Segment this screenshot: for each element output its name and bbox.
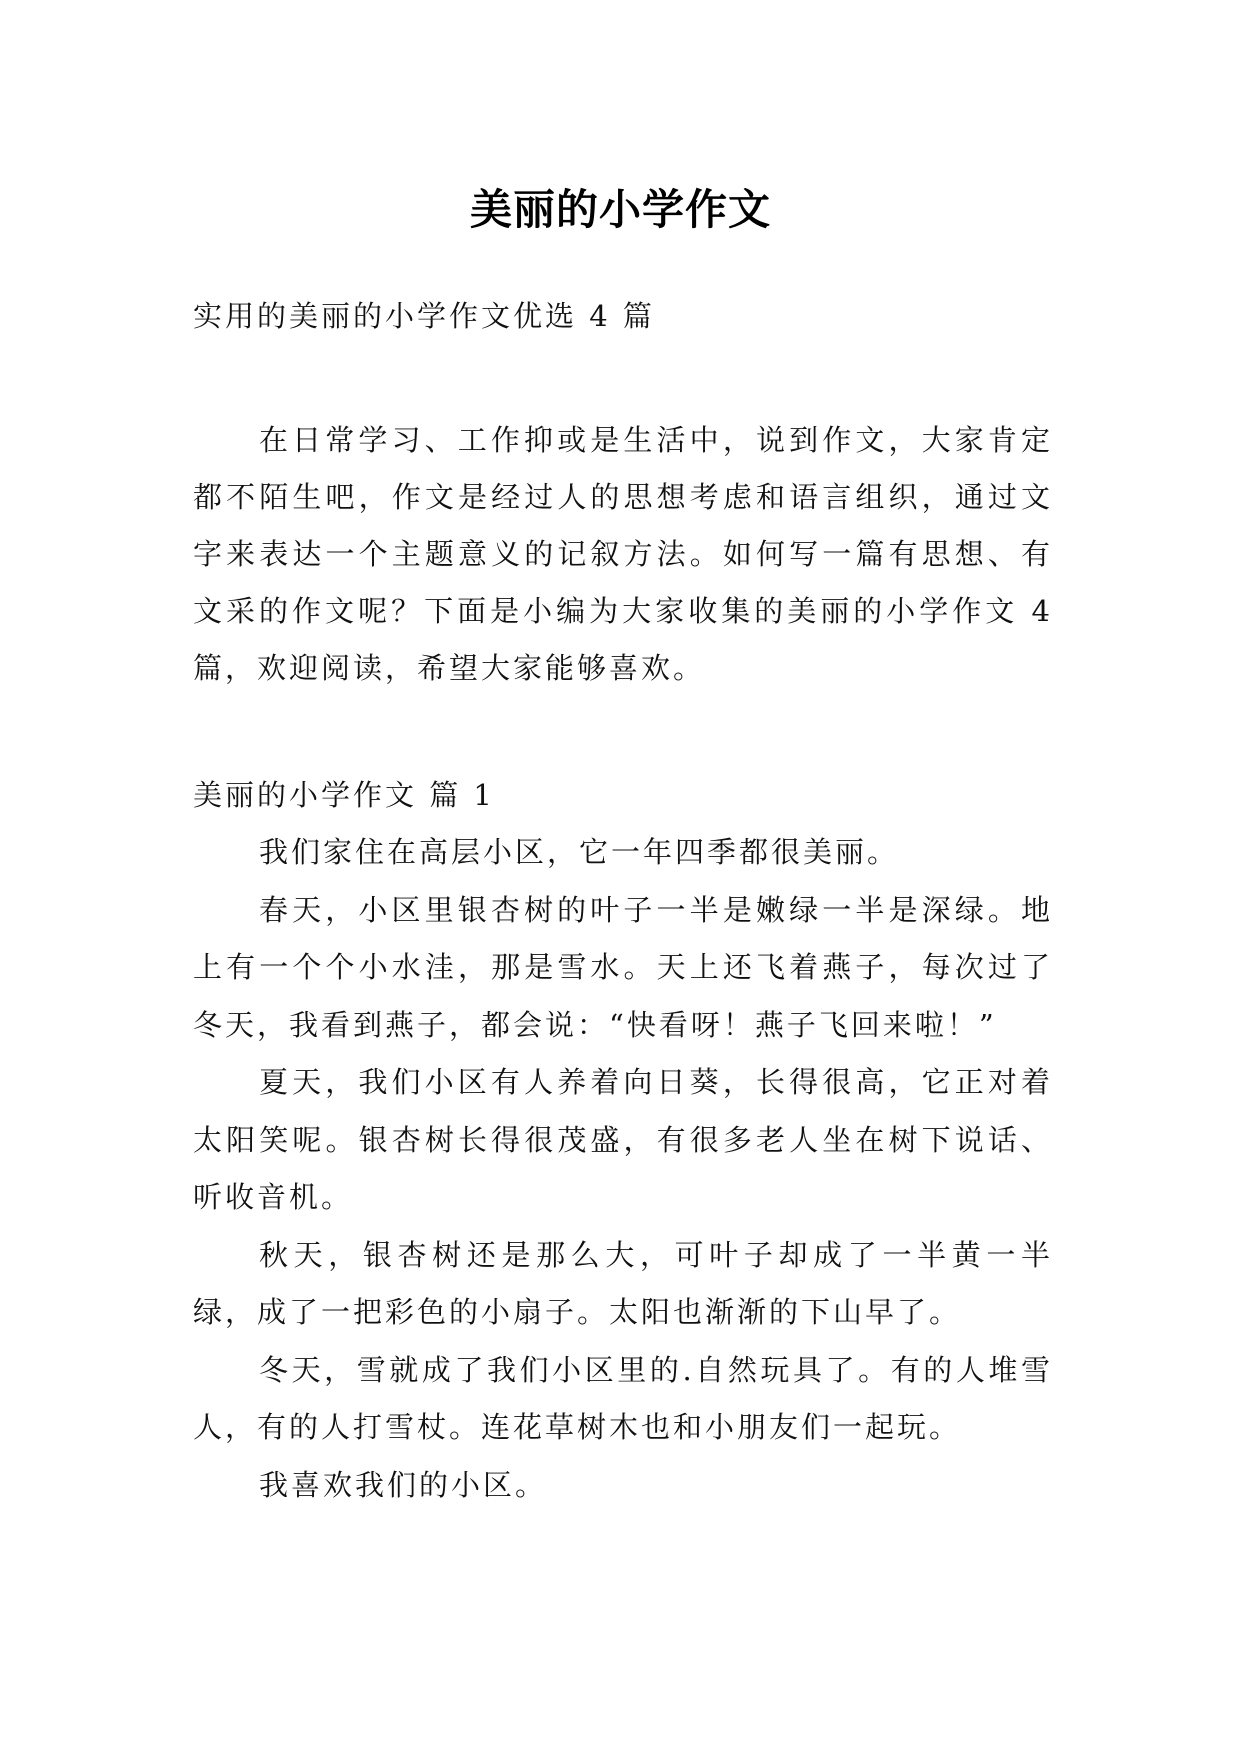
intro-paragraph: 在日常学习、工作抑或是生活中，说到作文，大家肯定都不陌生吧，作文是经过人的思想考虑和语言组织，通过文字来表达一个主题意义的记叙方法。如何写一篇有思想、有文采的作文呢？下面是小编为大家收集的美丽的小学作文 4 篇，欢迎阅读，希望大家能够喜欢。 [193, 423, 1053, 685]
section-heading: 美丽的小学作文 篇 1 [193, 778, 495, 812]
essay-paragraph: 夏天，我们小区有人养着向日葵，长得很高，它正对着太阳笑呢。银杏树长得很茂盛，有很多老人坐在树下说话、听收音机。 [193, 1065, 1053, 1214]
document-body [193, 288, 1053, 1514]
document-title: 美丽的小学作文 [469, 185, 771, 235]
essay-paragraph: 我们家住在高层小区，它一年四季都很美丽。 [259, 835, 900, 869]
essay-paragraph: 冬天，雪就成了我们小区里的.自然玩具了。有的人堆雪人，有的人打雪杖。连花草树木也和小朋友们一起玩。 [193, 1352, 1053, 1444]
essay-paragraph: 我喜欢我们的小区。 [259, 1467, 548, 1502]
essay-paragraph: 秋天，银杏树还是那么大，可叶子却成了一半黄一半绿，成了一把彩色的小扇子。太阳也渐渐的下山早了。 [193, 1237, 1053, 1329]
document-subtitle: 实用的美丽的小学作文优选 4 篇 [193, 299, 655, 333]
essay-paragraph: 春天，小区里银杏树的叶子一半是嫩绿一半是深绿。地上有一个个小水洼，那是雪水。天上还飞着燕子，每次过了冬天，我看到燕子，都会说：“快看呀！燕子飞回来啦！” [193, 892, 1053, 1042]
